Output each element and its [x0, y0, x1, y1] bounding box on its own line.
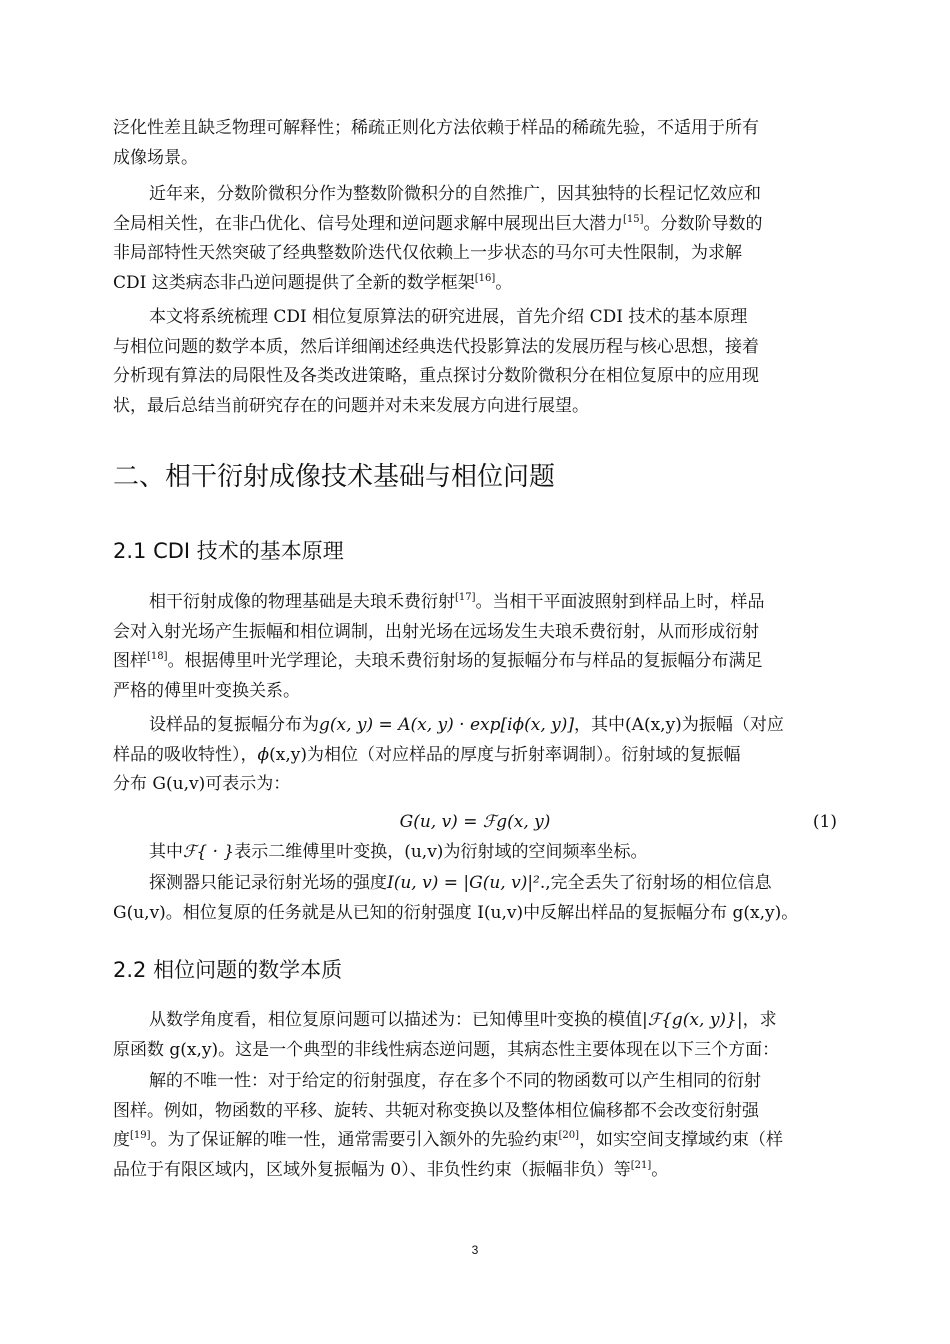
- paragraph-fractional-calculus: 近年来，分数阶微积分作为整数阶微积分的自然推广，因其独特的长程记忆效应和 全局相关性，在非凸优化、信号处理和逆问题求解中展现出巨大潜力[15]。分数阶导数的 非局部特性天然突破了经典整数阶迭代仅依赖上一步状态的马尔可夫性限制，为求解 CDI 这类病态非凸逆问题提供了全新的数学框架[16]。: [113, 184, 763, 293]
- inline-formula: ℱ{ · }: [183, 842, 235, 862]
- inline-formula: |ℱ{g(x, y)}|: [642, 1010, 743, 1030]
- citation: [17]: [455, 592, 476, 603]
- citation: [21]: [630, 1159, 652, 1171]
- paragraph-outline: 本文将系统梳理 CDI 相位复原算法的研究进展，首先介绍 CDI 技术的基本原理 与相位问题的数学本质，然后详细阐述经典迭代投影算法的发展历程与核心思想，接着 分析现有算法的局限性及各类改进策略，重点探讨分数阶微积分在相位复原中的应用现 状，最后总结当前研究存在的问题并对未来发展方向进行展望。: [113, 307, 759, 416]
- equation-1: [113, 808, 837, 838]
- subsection-heading-2-2: 2.2 相位问题的数学本质: [113, 958, 343, 982]
- citation: [15]: [623, 213, 644, 225]
- equation-number: (1): [812, 812, 837, 832]
- inline-formula: ϕ: [257, 744, 270, 765]
- paragraph-intro-continuation: 泛化性差且缺乏物理可解释性；稀疏正则化方法依赖于样品的稀疏先验，不适用于所有 成像场景。: [113, 118, 759, 168]
- paragraph-math-essence: 从数学角度看，相位复原问题可以描述为：已知傅里叶变换的模值|ℱ{g(x, y)}|，求 原函数 g(x,y)。这是一个典型的非线性病态逆问题，其病态性主要体现在以下三个方面：: [113, 1010, 780, 1060]
- paragraph-complex-amplitude: 设样品的复振幅分布为g(x, y) = A(x, y) · exp[iϕ(x, y)]，其中(A(x,y)为振幅（对应 样品的吸收特性），ϕ(x,y)为相位（对应样品的厚度与折射率调制）。衍射域的复振幅 分布 G(u,v)可表示为：: [113, 715, 784, 794]
- citation: [19]: [130, 1130, 151, 1141]
- page-number: 3: [471, 1243, 479, 1257]
- paragraph-fourier: 其中ℱ{ · }表示二维傅里叶变换，(u,v)为衍射域的空间频率坐标。: [149, 842, 648, 862]
- citation: [18]: [147, 651, 168, 662]
- section-heading: 二、相干衍射成像技术基础与相位问题: [113, 462, 556, 492]
- citation: [20]: [558, 1130, 580, 1141]
- inline-formula: I(u, v) = |G(u, v)|²: [387, 873, 540, 893]
- paragraph-detector: 探测器只能记录衍射光场的强度I(u, v) = |G(u, v)|².,完全丢失了衍射场的相位信息 G(u,v)。相位复原的任务就是从已知的衍射强度 I(u,v)中反解出样品的复振幅分布 g(x,y)。: [113, 873, 799, 923]
- citation: [16]: [474, 272, 496, 284]
- paragraph-principle: 相干衍射成像的物理基础是夫琅禾费衍射[17]。当相干平面波照射到样品上时，样品 会对入射光场产生振幅和相位调制，出射光场在远场发生夫琅禾费衍射，从而形成衍射 图样[18]。根据傅里叶光学理论，夫琅禾费衍射场的复振幅分布与样品的复振幅分布满足 严格的傅里叶变换关系。: [113, 592, 765, 701]
- equation-formula: G(u, v) = ℱg(x, y): [399, 812, 551, 832]
- subsection-heading-2-1: 2.1 CDI 技术的基本原理: [113, 539, 344, 563]
- paragraph-non-uniqueness: 解的不唯一性：对于给定的衍射强度，存在多个不同的物函数可以产生相同的衍射 图样。例如，物函数的平移、旋转、共轭对称变换以及整体相位偏移都不会改变衍射强 度[19]。为了保证解的唯一性，通常需要引入额外的先验约束[20]，如实空间支撑域约束（样 品位于有限区域内，区域外复振幅为 0）、非负性约束（振幅非负）等[21]。: [113, 1071, 784, 1180]
- inline-formula: g(x, y) = A(x, y) · exp[iϕ(x, y)]: [319, 715, 575, 735]
